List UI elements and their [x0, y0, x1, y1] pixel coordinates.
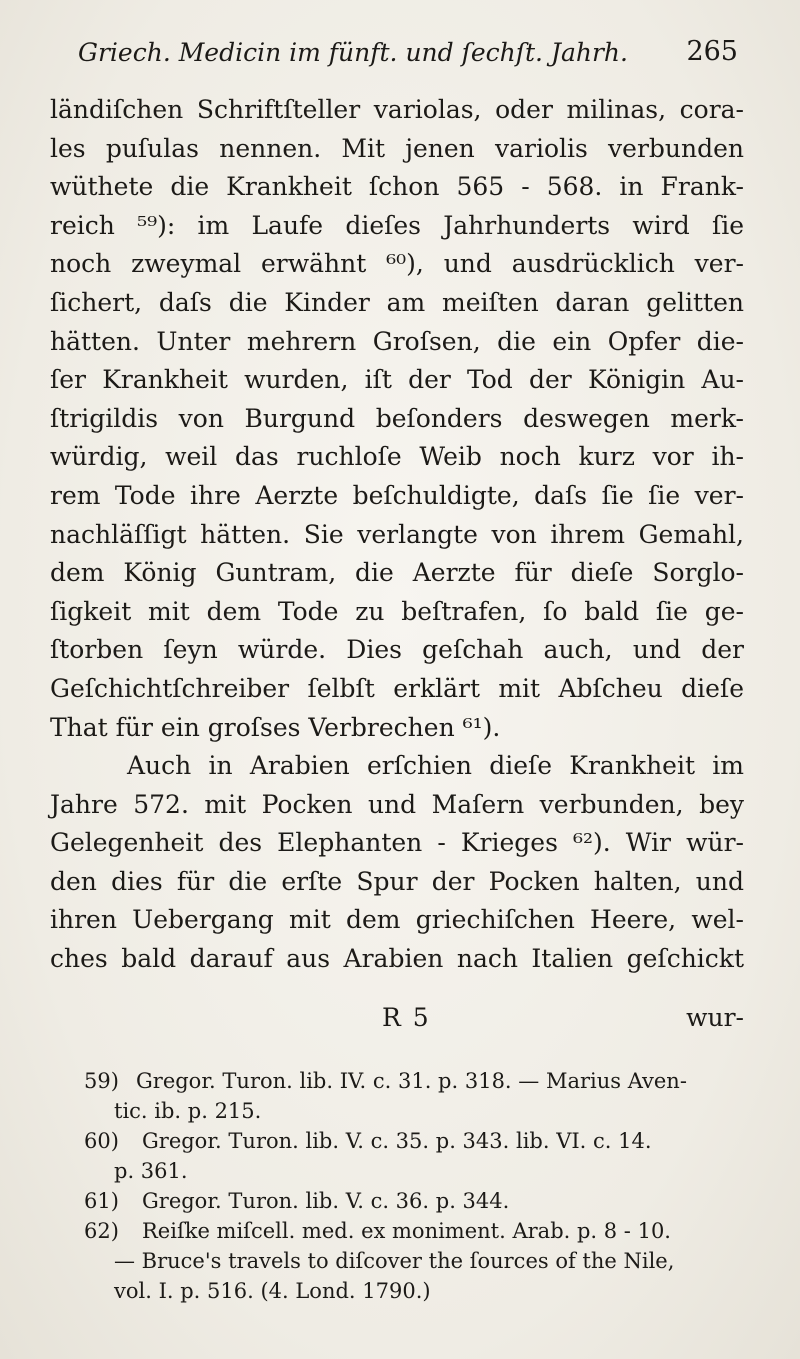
main-text [50, 91, 744, 979]
running-head [78, 38, 738, 78]
text-line: ihren Uebergang mit dem griechiſchen Heere, wel- [50, 905, 744, 935]
footnote-number: 62) [84, 1219, 119, 1243]
text-line: ſichert, daſs die Kinder am meiſten daran gelitten [50, 287, 744, 317]
text-line: würdig, weil das ruchloſe Weib noch kurz vor ih- [50, 442, 744, 472]
footnote-text: Gregor. Turon. lib. V. c. 36. p. 344. [142, 1189, 510, 1213]
running-head-title: Griech. Medicin im fünft. und ſechſt. Jahrh. [78, 38, 628, 67]
text-line: ches bald darauf aus Arabien nach Italien geſchickt [50, 944, 744, 974]
text-line: Gelegenheit des Elephanten - Krieges ⁶²). Wir wür- [50, 828, 744, 858]
footnote-continuation: tic. ib. p. 215. [114, 1099, 262, 1123]
footnote-59 [84, 1066, 754, 1126]
page-number: 265 [686, 36, 738, 67]
footnote-continuation: — Bruce's travels to diſcover the ſources of the Nile, [114, 1249, 675, 1273]
text-line: den dies für die erſte Spur der Pocken halten, und [50, 866, 744, 896]
footnote-number: 60) [84, 1129, 119, 1153]
text-line: dem König Guntram, die Aerzte für dieſe Sorglo- [50, 558, 744, 588]
text-line: ländiſchen Schriftſteller variolas, oder milinas, cora- [50, 95, 744, 124]
catch-line [50, 1003, 744, 1039]
footnote-text: Gregor. Turon. lib. IV. c. 31. p. 318. — Marius Aven- [136, 1069, 687, 1093]
footnote-62 [84, 1216, 754, 1306]
text-line: ſtrigildis von Burgund beſonders deswegen merk- [50, 403, 744, 433]
footnote-number: 59) [84, 1069, 119, 1093]
signature-mark: R 5 [382, 1003, 431, 1032]
text-line: wüthete die Krankheit ſchon 565 - 568. in Frank- [50, 172, 744, 202]
footnote-continuation: p. 361. [114, 1159, 188, 1183]
catchword: wur- [686, 1003, 744, 1032]
text-line: ſer Krankheit wurden, iſt der Tod der Königin Au- [50, 365, 744, 395]
text-line: That für ein groſses Verbrechen ⁶¹). [50, 712, 501, 742]
footnote-text: Gregor. Turon. lib. V. c. 35. p. 343. lib. VI. c. 14. [142, 1129, 652, 1153]
text-line: les puſulas nennen. Mit jenen variolis verbunden [50, 133, 744, 163]
text-line: Auch in Arabien erſchien dieſe Krankheit im [127, 751, 744, 781]
text-line: reich ⁵⁹): im Laufe dieſes Jahrhunderts wird ſie [50, 210, 744, 240]
text-line: Jahre 572. mit Pocken und Maſern verbunden, bey [50, 789, 744, 819]
text-line: ſigkeit mit dem Tode zu beſtrafen, ſo bald ſie ge- [50, 596, 744, 626]
text-line: nachläſſigt hätten. Sie verlangte von ihrem Gemahl, [50, 519, 744, 549]
text-line: Geſchichtſchreiber ſelbſt erklärt mit Abſcheu dieſe [50, 673, 744, 703]
text-line: ſtorben ſeyn würde. Dies geſchah auch, und der [50, 635, 744, 665]
footnote-number: 61) [84, 1189, 119, 1213]
text-line: rem Tode ihre Aerzte beſchuldigte, daſs ſie ſie ver- [50, 480, 744, 510]
footnote-60 [84, 1126, 754, 1186]
footnote-61 [84, 1186, 754, 1216]
footnotes [84, 1066, 754, 1306]
text-line: hätten. Unter mehrern Groſsen, die ein Opfer die- [50, 326, 744, 356]
text-line: noch zweymal erwähnt ⁶⁰), und ausdrücklich ver- [50, 249, 744, 279]
footnote-continuation: vol. I. p. 516. (4. Lond. 1790.) [114, 1279, 431, 1303]
footnote-text: Reiſke miſcell. med. ex moniment. Arab. p. 8 - 10. [142, 1219, 671, 1243]
